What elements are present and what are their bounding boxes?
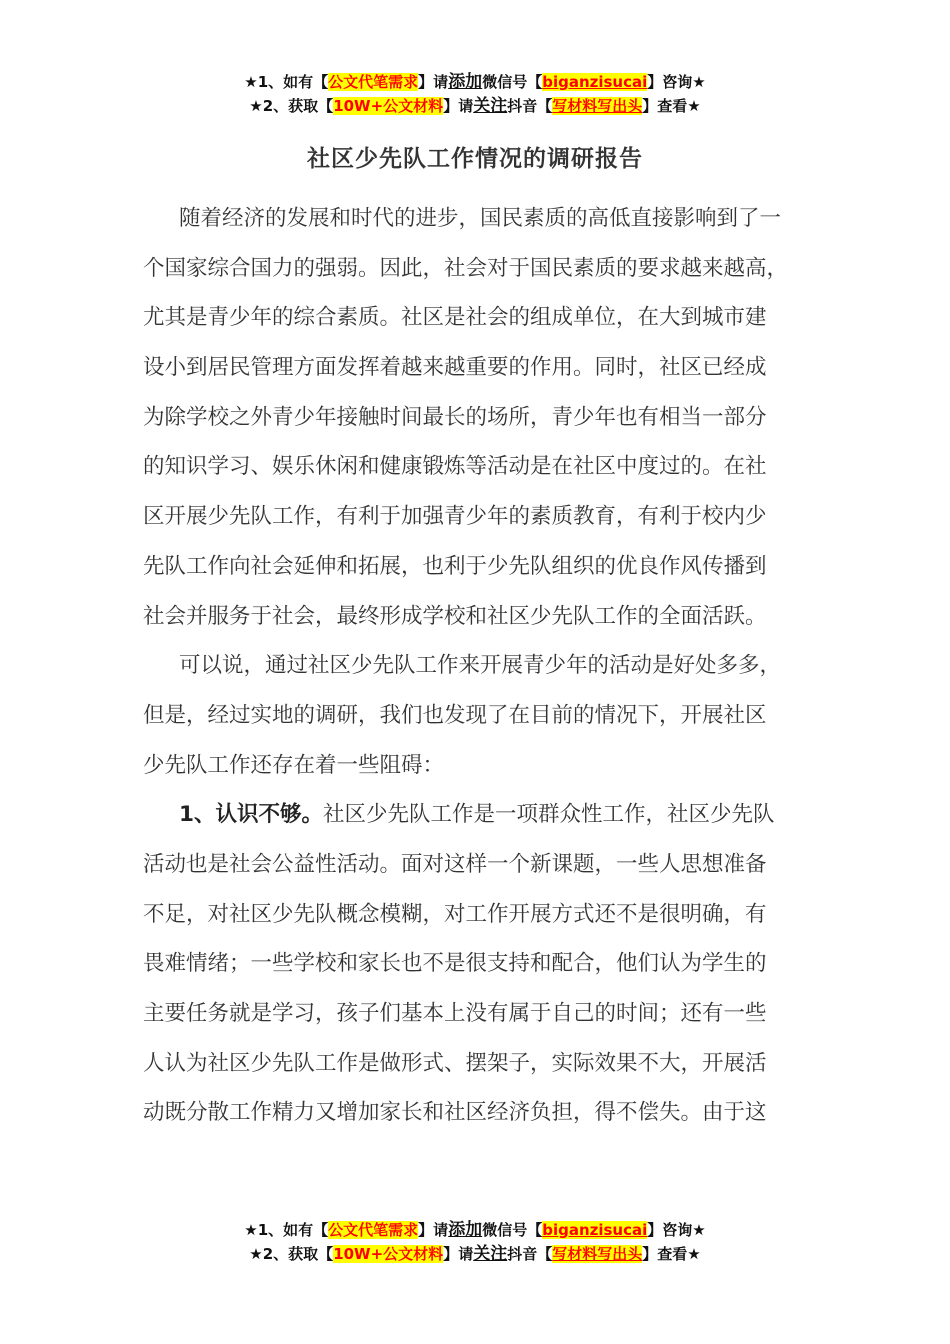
document-title: 社区少先队工作情况的调研报告 bbox=[307, 146, 643, 172]
text-line: 为除学校之外青少年接触时间最长的场所，青少年也有相当一部分 bbox=[143, 404, 767, 430]
text-line: 主要任务就是学习，孩子们基本上没有属于自己的时间；还有一些 bbox=[143, 1001, 767, 1026]
banner-line-1 bbox=[0, 1218, 950, 1242]
text-line: 社会并服务于社会，最终形成学校和社区少先队工作的全面活跃。 bbox=[143, 603, 767, 629]
banner-text: 】请 bbox=[418, 73, 449, 91]
banner-text: ★1、如有【 bbox=[244, 73, 329, 91]
text-line: 人认为社区少先队工作是做形式、摆架子，实际效果不大，开展活 bbox=[143, 1050, 767, 1076]
banner-text: 】请 bbox=[443, 1245, 474, 1263]
text-line: 随着经济的发展和时代的进步，国民素质的高低直接影响到了一 bbox=[179, 206, 782, 231]
text-line: 但是，经过实地的调研，我们也发现了在目前的情况下，开展社区 bbox=[143, 702, 767, 728]
text-line: 先队工作向社会延伸和拓展，也利于少先队组织的优良作风传播到 bbox=[143, 553, 767, 579]
wechat-id-link[interactable]: biganzisucai bbox=[542, 1221, 648, 1239]
banner-line-2 bbox=[0, 1242, 950, 1266]
banner-emphasis: 添加 bbox=[448, 72, 483, 92]
text-line: 动既分散工作精力又增加家长和社区经济负担，得不偿失。由于这 bbox=[143, 1100, 767, 1126]
highlight-service: 公文代笔需求 bbox=[328, 1221, 419, 1239]
highlight-materials: 10W+公文材料 bbox=[333, 1245, 444, 1263]
text-line: 可以说，通过社区少先队工作来开展青少年的活动是好处多多， bbox=[179, 653, 782, 679]
point-1-label: 1、认识不够。 bbox=[179, 802, 323, 828]
banner-text: 抖音【 bbox=[507, 97, 553, 115]
text-line-point-1 bbox=[143, 790, 807, 840]
wechat-id-link[interactable]: biganzisucai bbox=[542, 73, 648, 91]
banner-text: 】请 bbox=[443, 97, 474, 115]
text-line: 不足，对社区少先队概念模糊，对工作开展方式还不是很明确，有 bbox=[143, 901, 767, 927]
banner-text: 】请 bbox=[418, 1221, 449, 1239]
text-line: 个国家综合国力的强弱。因此，社会对于国民素质的要求越来越高， bbox=[143, 255, 789, 281]
banner-line-1 bbox=[0, 70, 950, 94]
banner-text: 】查看★ bbox=[642, 1245, 701, 1263]
text-line: 设小到居民管理方面发挥着越来越重要的作用。同时，社区已经成 bbox=[143, 355, 767, 381]
ad-banner-top bbox=[0, 70, 950, 118]
banner-text: 】咨询★ bbox=[647, 73, 706, 91]
banner-text: ★2、获取【 bbox=[249, 97, 334, 115]
banner-line-2 bbox=[0, 94, 950, 118]
banner-text: ★1、如有【 bbox=[244, 1221, 329, 1239]
banner-text: 抖音【 bbox=[507, 1245, 553, 1263]
banner-text: 】查看★ bbox=[642, 97, 701, 115]
banner-text: 】咨询★ bbox=[647, 1221, 706, 1239]
douyin-account-link[interactable]: 写材料写出头 bbox=[552, 97, 643, 115]
text-line: 畏难情绪；一些学校和家长也不是很支持和配合，他们认为学生的 bbox=[143, 951, 767, 977]
text-line: 的知识学习、娱乐休闲和健康锻炼等活动是在社区中度过的。在社 bbox=[143, 454, 767, 480]
point-1-text: 社区少先队工作是一项群众性工作，社区少先队 bbox=[322, 802, 775, 828]
highlight-materials: 10W+公文材料 bbox=[333, 97, 444, 115]
text-line: 区开展少先队工作，有利于加强青少年的素质教育，有利于校内少 bbox=[143, 504, 767, 530]
text-line: 尤其是青少年的综合素质。社区是社会的组成单位，在大到城市建 bbox=[143, 305, 767, 331]
text-line: 少先队工作还存在着一些阻碍： bbox=[143, 752, 445, 778]
banner-text: 微信号【 bbox=[482, 1221, 543, 1239]
banner-text: ★2、获取【 bbox=[249, 1245, 334, 1263]
ad-banner-bottom bbox=[0, 1218, 950, 1266]
banner-text: 微信号【 bbox=[482, 73, 543, 91]
text-line: 活动也是社会公益性活动。面对这样一个新课题，一些人思想准备 bbox=[143, 851, 767, 877]
banner-emphasis: 添加 bbox=[448, 1220, 483, 1240]
document-body bbox=[143, 194, 807, 1138]
douyin-account-link[interactable]: 写材料写出头 bbox=[552, 1245, 643, 1263]
banner-emphasis: 关注 bbox=[473, 96, 508, 116]
highlight-service: 公文代笔需求 bbox=[328, 73, 419, 91]
banner-emphasis: 关注 bbox=[473, 1244, 508, 1264]
